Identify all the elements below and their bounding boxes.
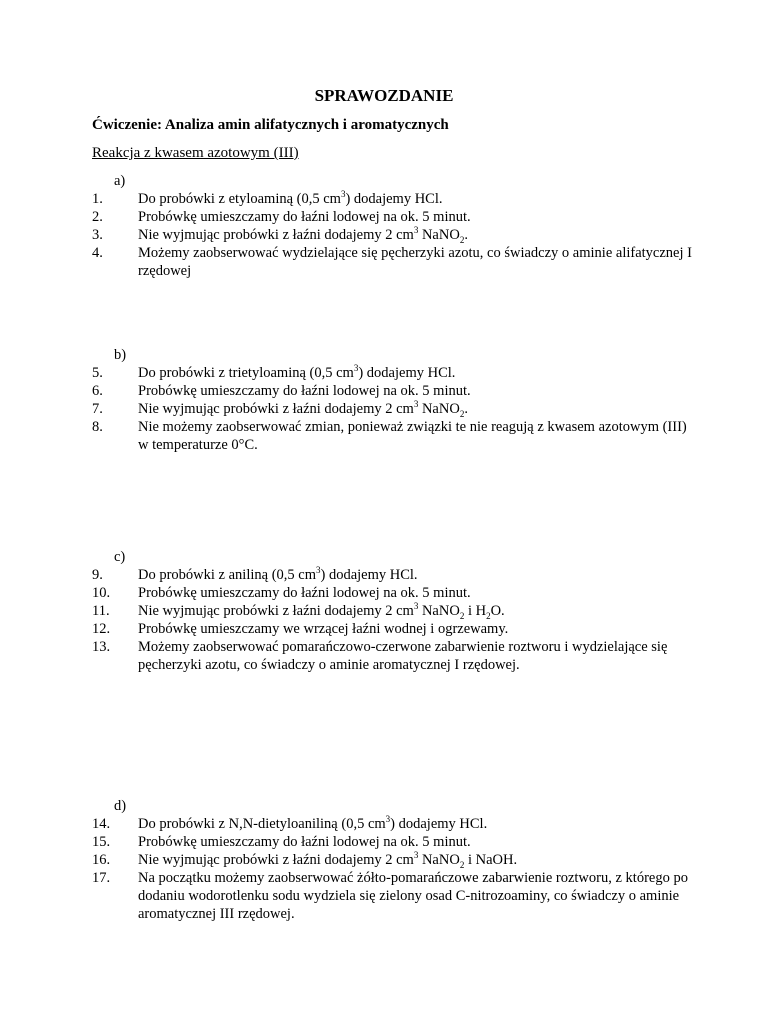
item-text: Nie wyjmując probówki z łaźni dodajemy 2 $cm^3$ NaNO$_2$ i $H_2O$. [138,601,505,621]
item-number: 16. [92,852,111,868]
section-a [92,172,692,280]
list-item [92,869,692,923]
item-text: Nie wyjmując probówki z łaźni dodajemy 2 $cm^3$ NaNO$_2$. [138,225,468,245]
item-text: Do probówki z etyloaminą (0,5 $cm^3$) dodajemy HCl. [138,189,443,207]
item-text: Probówkę umieszczamy do łaźni lodowej na ok. 5 minut. [138,209,471,225]
item-number: 2. [92,209,103,225]
section-c [92,548,692,674]
item-number: 5. [92,365,103,381]
item-text: Probówkę umieszczamy do łaźni lodowej na ok. 5 minut. [138,585,471,601]
item-text: Nie wyjmując probówki z łaźni dodajemy 2 $cm^3$ NaNO$_2$. [138,399,468,419]
section-label: b) [114,347,127,363]
item-text: Do probówki z N,N-dietyloaniliną (0,5 $cm^3$) dodajemy HCl. [138,814,488,832]
item-number: 10. [92,585,111,601]
item-text: Probówkę umieszczamy we wrzącej łaźni wodnej i ogrzewamy. [138,621,509,637]
item-number: 1. [92,191,103,207]
list-item [92,833,692,851]
item-number: 14. [92,816,111,832]
item-number: 4. [92,245,103,261]
list-item [92,584,692,602]
list-item [92,400,692,418]
section-label: a) [114,173,126,189]
list-item [92,244,692,280]
list-item [92,364,692,382]
list-item [92,851,692,869]
item-text: Nie możemy zaobserwować zmian, ponieważ związki te nie reagują z kwasem azotowym (III) w temperaturze 0°C. [138,419,687,453]
list-item [92,638,692,674]
item-text: Możemy zaobserwować wydzielające się pęcherzyki azotu, co świadczy o aminie alifatycznej I rzędowej [138,245,692,279]
list-item [92,566,692,584]
list-item [92,226,692,244]
item-number: 9. [92,567,103,583]
page-title: SPRAWOZDANIE [314,86,454,105]
list-item [92,620,692,638]
item-number: 17. [92,870,111,886]
item-number: 3. [92,227,103,243]
item-number: 7. [92,401,103,417]
item-text: Nie wyjmując probówki z łaźni dodajemy 2 $cm^3$ NaNO$_2$ i NaOH. [138,850,518,870]
item-number: 12. [92,621,111,637]
list-item [92,815,692,833]
item-text: Do probówki z aniliną (0,5 $cm^3$) dodajemy HCl. [138,565,418,583]
item-number: 15. [92,834,111,850]
item-text: Możemy zaobserwować pomarańczowo-czerwone zabarwienie roztworu i wydzielające się pęcherzyki azotu, co świadczy o aminie aromatycznej I rzędowej. [138,639,668,673]
list-item [92,602,692,620]
section-heading: Reakcja z kwasem azotowym (III) [92,145,299,161]
list-item [92,382,692,400]
section-b [92,346,692,454]
item-text: Probówkę umieszczamy do łaźni lodowej na ok. 5 minut. [138,383,471,399]
list-item [92,208,692,226]
item-text: Do probówki z trietyloaminą (0,5 $cm^3$) dodajemy HCl. [138,363,456,381]
item-number: 13. [92,639,111,655]
section-label: d) [114,798,127,814]
list-item [92,190,692,208]
item-number: 11. [92,603,110,619]
section-label: c) [114,549,126,565]
item-text: Probówkę umieszczamy do łaźni lodowej na ok. 5 minut. [138,834,471,850]
exercise-title: Ćwiczenie: Analiza amin alifatycznych i aromatycznych [92,117,449,133]
item-text: Na początku możemy zaobserwować żółto-pomarańczowe zabarwienie roztworu, z którego po dodaniu wodorotlenku sodu wydziela się zielony osad C-nitrozoaminy, co świadczy o aminie aromatycznej III rzędowej. [138,870,688,922]
item-number: 6. [92,383,103,399]
section-d [92,797,692,923]
item-number: 8. [92,419,103,435]
list-item [92,418,692,454]
